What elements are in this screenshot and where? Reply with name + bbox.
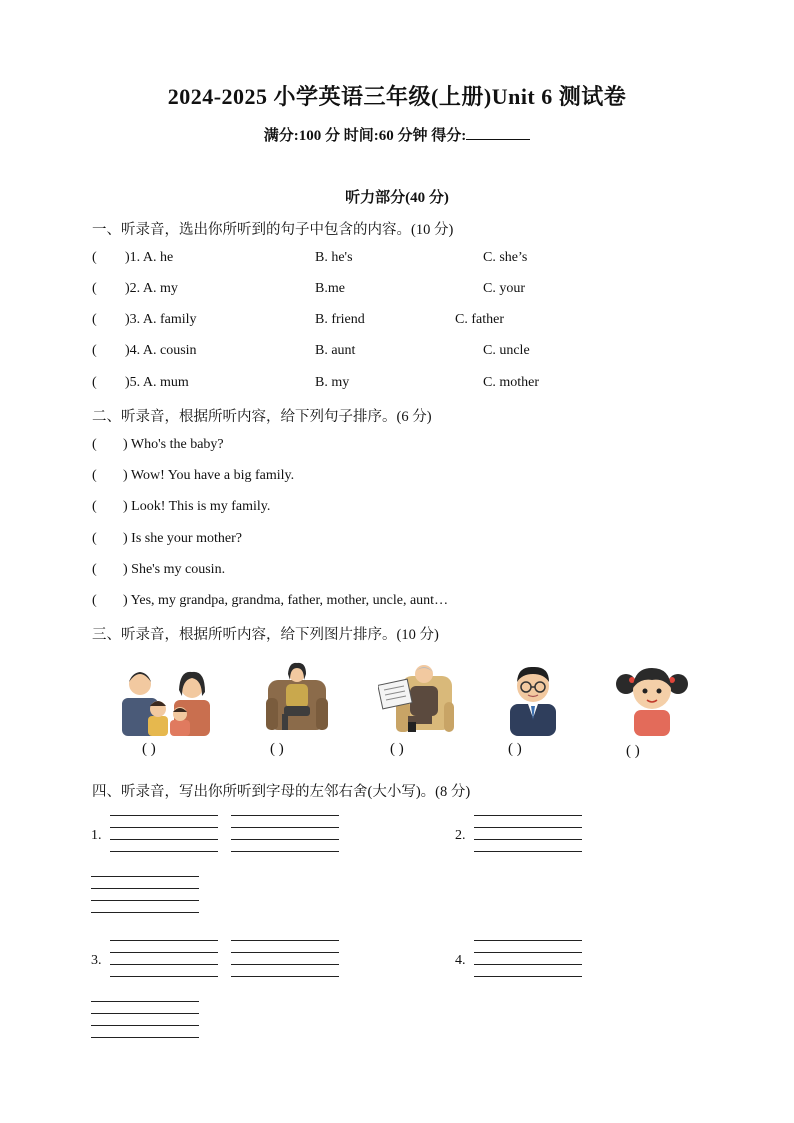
question-option-a: )5. A. mum [125, 375, 189, 390]
answer-paren[interactable]: ( [92, 312, 97, 327]
boy-with-glasses-icon [504, 660, 562, 736]
question-number: 2. [455, 828, 466, 843]
question-option-c: C. mother [483, 375, 539, 390]
picture-order-paren[interactable]: ( ) [626, 743, 640, 759]
answer-paren[interactable]: ( [92, 499, 97, 514]
answer-paren[interactable]: ( [92, 375, 97, 390]
question-number: 1. [91, 828, 102, 843]
answer-paren[interactable]: ( [92, 250, 97, 265]
question-number: 3. [91, 953, 102, 968]
woman-in-armchair-icon [266, 658, 328, 734]
page-title: 2024-2025 小学英语三年级(上册)Unit 6 测试卷 [167, 84, 627, 109]
answer-paren[interactable]: ( [92, 531, 97, 546]
sentence-text: ) Yes, my grandpa, grandma, father, mother, uncle, aunt… [123, 593, 449, 608]
question-option-a: )3. A. family [125, 312, 197, 327]
exam-meta [0, 124, 794, 145]
grandpa-reading-newspaper-icon [378, 660, 454, 734]
question-option-c: C. she’s [483, 250, 528, 265]
question-option-c: C. your [483, 281, 525, 296]
picture-order-paren[interactable]: ( ) [508, 741, 522, 757]
exam-meta-text: 满分:100 分 时间:60 分钟 得分: [263, 128, 467, 144]
family-portrait-icon [118, 660, 216, 736]
answer-paren[interactable]: ( [92, 343, 97, 358]
part4-heading: 四、听录音，写出你所听到字母的左邻右舍(大小写)。(8 分) [92, 784, 471, 800]
question-option-b: B. he's [315, 250, 353, 265]
question-option-b: B. aunt [315, 343, 356, 358]
picture-order-paren[interactable]: ( ) [142, 741, 156, 757]
girl-with-pigtails-icon [612, 658, 692, 736]
question-option-a: )1. A. he [125, 250, 174, 265]
question-option-b: B.me [315, 281, 345, 296]
question-option-c: C. father [455, 312, 504, 327]
sentence-text: ) Wow! You have a big family. [123, 468, 295, 483]
score-blank[interactable] [466, 125, 530, 140]
part3-heading: 三、听录音，根据所听内容，给下列图片排序。(10 分) [92, 627, 439, 643]
answer-paren[interactable]: ( [92, 437, 97, 452]
question-option-a: )4. A. cousin [125, 343, 197, 358]
question-option-c: C. uncle [483, 343, 530, 358]
picture-order-paren[interactable]: ( ) [270, 741, 284, 757]
part1-heading: 一、听录音，选出你所听到的句子中包含的内容。(10 分) [92, 222, 454, 238]
answer-paren[interactable]: ( [92, 468, 97, 483]
part2-heading: 二、听录音，根据所听内容，给下列句子排序。(6 分) [92, 409, 432, 425]
answer-paren[interactable]: ( [92, 593, 97, 608]
question-option-b: B. friend [315, 312, 365, 327]
question-number: 4. [455, 953, 466, 968]
question-option-b: B. my [315, 375, 350, 390]
sentence-text: ) Is she your mother? [123, 531, 242, 546]
sentence-text: ) Who's the baby? [123, 437, 224, 452]
sentence-text: ) She's my cousin. [123, 562, 226, 577]
sentence-text: ) Look! This is my family. [123, 499, 271, 514]
answer-paren[interactable]: ( [92, 281, 97, 296]
answer-paren[interactable]: ( [92, 562, 97, 577]
question-option-a: )2. A. my [125, 281, 178, 296]
listening-section-title: 听力部分(40 分) [345, 190, 449, 206]
picture-order-paren[interactable]: ( ) [390, 741, 404, 757]
